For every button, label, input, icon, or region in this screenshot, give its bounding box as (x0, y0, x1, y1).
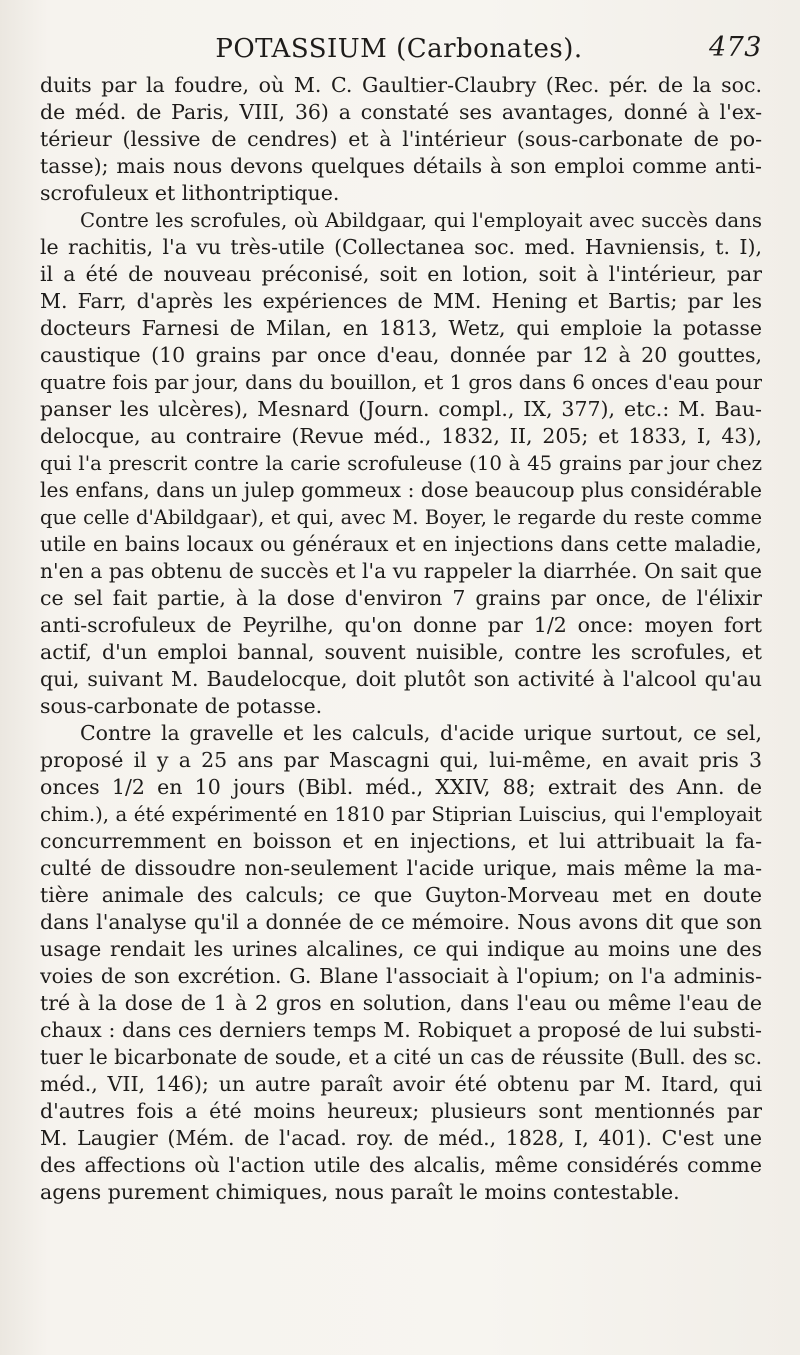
text-line: les enfans, dans un julep gommeux : dose beaucoup plus considérable (40, 478, 762, 502)
text-line: de méd. de Paris, VIII, 36) a constaté ses avantages, donné à l'ex- (40, 100, 762, 124)
text-line: ce sel fait partie, à la dose d'environ 7 grains par once, de l'élixir (40, 586, 762, 610)
text-line: méd., VII, 146); un autre paraît avoir été obtenu par M. Itard, qui (40, 1072, 762, 1096)
text-line: tasse); mais nous devons quelques détails à son emploi comme anti- (40, 154, 762, 178)
text-line: quatre fois par jour, dans du bouillon, et 1 gros dans 6 onces d'eau pour (40, 371, 762, 394)
text-line: n'en a pas obtenu de succès et l'a vu rappeler la diarrhée. On sait que (40, 559, 762, 583)
text-line: tré à la dose de 1 à 2 gros en solution, dans l'eau ou même l'eau de (40, 991, 762, 1015)
text-line: duits par la foudre, où M. C. Gaultier-Claubry (Rec. pér. de la soc. (40, 73, 762, 97)
text-line: sous-carbonate de potasse. (40, 694, 323, 718)
text-line: concurremment en boisson et en injections, et lui attribuait la fa- (40, 829, 762, 853)
text-line: scrofuleux et lithontriptique. (40, 181, 340, 205)
text-line: usage rendait les urines alcalines, ce qui indique au moins une des (40, 937, 762, 961)
text-line: onces 1/2 en 10 jours (Bibl. méd., XXIV, 88; extrait des Ann. de (40, 775, 762, 799)
text-line: qui, suivant M. Baudelocque, doit plutôt son activité à l'alcool qu'au (40, 667, 762, 691)
text-line: docteurs Farnesi de Milan, en 1813, Wetz, qui emploie la potasse (40, 316, 762, 340)
paragraph (40, 720, 762, 1206)
text-line: il a été de nouveau préconisé, soit en lotion, soit à l'intérieur, par (40, 262, 762, 286)
text-line: agens purement chimiques, nous paraît le moins contestable. (40, 1180, 680, 1204)
page-number: 473 (708, 32, 762, 63)
running-header (36, 32, 762, 72)
paragraph (40, 72, 762, 207)
text-line: chim.), a été expérimenté en 1810 par Stiprian Luiscius, qui l'employait (40, 803, 762, 826)
text-line: Contre les scrofules, où Abildgaar, qui l'employait avec succès dans (80, 209, 762, 232)
text-line: actif, d'un emploi bannal, souvent nuisible, contre les scrofules, et (40, 640, 762, 664)
text-line: tuer le bicarbonate de soude, et a cité un cas de réussite (Bull. des sc. (40, 1045, 762, 1069)
text-line: panser les ulcères), Mesnard (Journ. compl., IX, 377), etc.: M. Bau- (40, 397, 762, 421)
text-line: anti-scrofuleux de Peyrilhe, qu'on donne par 1/2 once: moyen fort (40, 613, 762, 637)
text-line: proposé il y a 25 ans par Mascagni qui, lui-même, en avait pris 3 (40, 748, 762, 772)
running-title: POTASSIUM (Carbonates). (215, 34, 583, 64)
body-text (40, 72, 762, 1206)
text-line: tière animale des calculs; ce que Guyton-Morveau met en doute (40, 883, 762, 907)
text-line: utile en bains locaux ou généraux et en injections dans cette maladie, (40, 532, 762, 556)
text-line: M. Laugier (Mém. de l'acad. roy. de méd., 1828, I, 401). C'est une (40, 1126, 762, 1150)
text-line: voies de son excrétion. G. Blane l'associait à l'opium; on l'a adminis- (40, 964, 762, 988)
text-line: M. Farr, d'après les expériences de MM. Hening et Bartis; par les (40, 289, 762, 313)
text-line: delocque, au contraire (Revue méd., 1832, II, 205; et 1833, I, 43), (40, 424, 762, 448)
text-line: le rachitis, l'a vu très-utile (Collectanea soc. med. Havniensis, t. I), (40, 235, 762, 259)
text-line: culté de dissoudre non-seulement l'acide urique, mais même la ma- (40, 856, 762, 880)
text-line: chaux : dans ces derniers temps M. Robiquet a proposé de lui substi- (40, 1018, 762, 1042)
text-line: Contre la gravelle et les calculs, d'acide urique surtout, ce sel, (80, 721, 762, 745)
text-line: que celle d'Abildgaar), et qui, avec M. Boyer, le regarde du reste comme (40, 506, 762, 529)
text-line: dans l'analyse qu'il a donnée de ce mémoire. Nous avons dit que son (40, 910, 762, 934)
text-line: caustique (10 grains par once d'eau, donnée par 12 à 20 gouttes, (40, 343, 762, 367)
text-line: térieur (lessive de cendres) et à l'intérieur (sous-carbonate de po- (40, 127, 762, 151)
text-line: d'autres fois a été moins heureux; plusieurs sont mentionnés par (40, 1099, 762, 1123)
text-line: des affections où l'action utile des alcalis, même considérés comme (40, 1153, 762, 1177)
text-line: qui l'a prescrit contre la carie scrofuleuse (10 à 45 grains par jour chez (40, 452, 762, 475)
paragraph (40, 207, 762, 720)
